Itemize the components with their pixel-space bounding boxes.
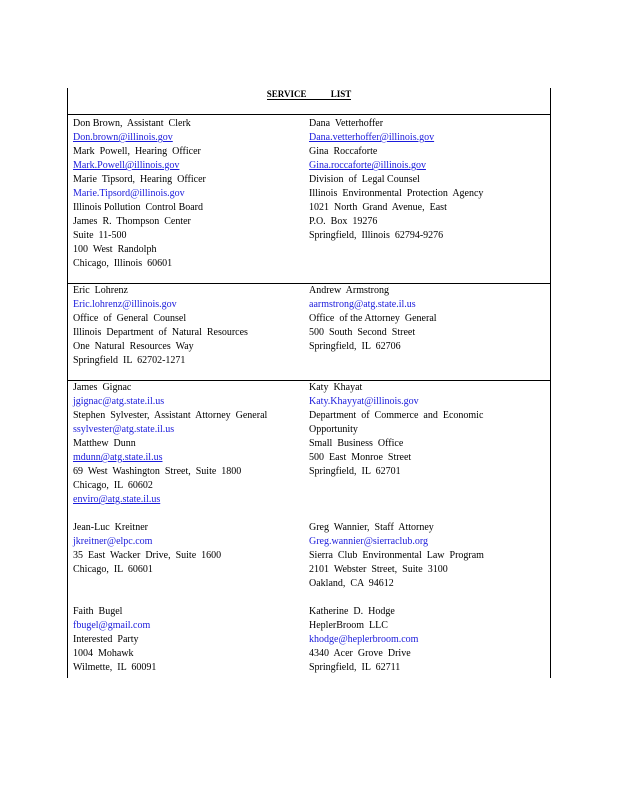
contact-line: Gina Roccaforte <box>309 146 378 157</box>
email-link[interactable]: mdunn@atg.state.il.us <box>73 452 163 463</box>
contact-line: Chicago, Illinois 60601 <box>73 258 173 269</box>
contact-line: Small Business Office <box>309 438 404 449</box>
email-link[interactable]: fbugel@gmail.com <box>73 620 151 631</box>
contact-line: Andrew Armstrong <box>309 285 389 296</box>
contact-line <box>73 577 267 591</box>
contact-line: Katherine D. Hodge <box>309 606 395 617</box>
contact-line: P.O. Box 19276 <box>309 216 378 227</box>
contact-line: 500 South Second Street <box>309 327 416 338</box>
contact-line <box>309 591 484 605</box>
contact-cell-row3-right <box>309 381 484 675</box>
service-list-title: SERVICE LIST <box>266 89 352 99</box>
contact-line: Mark Powell, Hearing Officer <box>73 146 201 157</box>
email-link[interactable]: ssylvester@atg.state.il.us <box>73 424 175 435</box>
contact-line <box>73 507 267 521</box>
contact-line: 4340 Acer Grove Drive <box>309 648 411 659</box>
contact-line: 1021 North Grand Avenue, East <box>309 202 447 213</box>
contact-line: Office of the Attorney General <box>309 313 437 324</box>
row-divider-top <box>67 114 551 115</box>
contact-line: Faith Bugel <box>73 606 123 617</box>
email-link[interactable]: Marie.Tipsord@illinois.gov <box>73 188 185 199</box>
contact-line: 35 East Wacker Drive, Suite 1600 <box>73 550 222 561</box>
contact-line <box>73 591 267 605</box>
contact-line: Springfield IL 62702-1271 <box>73 355 186 366</box>
contact-line: Dana Vetterhoffer <box>309 118 384 129</box>
contact-line: Oakland, CA 94612 <box>309 578 394 589</box>
contact-line: Office of General Counsel <box>73 313 187 324</box>
contact-line: Chicago, IL 60602 <box>73 480 153 491</box>
email-link[interactable]: Greg.wannier@sierraclub.org <box>309 536 428 547</box>
contact-line: Katy Khayat <box>309 382 363 393</box>
contact-line: Marie Tipsord, Hearing Officer <box>73 174 206 185</box>
email-link[interactable]: Katy.Khayyat@illinois.gov <box>309 396 419 407</box>
contact-line: Greg Wannier, Staff Attorney <box>309 522 434 533</box>
email-link[interactable]: jkreitner@elpc.com <box>73 536 153 547</box>
contact-cell-row2-right <box>309 284 437 354</box>
email-link[interactable]: aarmstrong@atg.state.il.us <box>309 299 416 310</box>
contact-line: 100 West Randolph <box>73 244 157 255</box>
email-link[interactable]: Dana.vetterhoffer@illinois.gov <box>309 132 435 143</box>
email-link[interactable]: jgignac@atg.state.il.us <box>73 396 165 407</box>
contact-line <box>309 493 484 507</box>
table-left-border <box>67 88 68 678</box>
contact-line: Illinois Department of Natural Resources <box>73 327 248 338</box>
contact-line: Division of Legal Counsel <box>309 174 420 185</box>
email-link[interactable]: enviro@atg.state.il.us <box>73 494 161 505</box>
email-link[interactable]: Mark.Powell@illinois.gov <box>73 160 180 171</box>
contact-line: Illinois Pollution Control Board <box>73 202 204 213</box>
contact-line: Wilmette, IL 60091 <box>73 662 157 673</box>
contact-line: 69 West Washington Street, Suite 1800 <box>73 466 242 477</box>
contact-cell-row2-left <box>73 284 248 368</box>
contact-line: Eric Lohrenz <box>73 285 128 296</box>
contact-line: 500 East Monroe Street <box>309 452 412 463</box>
table-right-border <box>550 88 551 678</box>
contact-line: Suite 11-500 <box>73 230 127 241</box>
contact-line: Stephen Sylvester, Assistant Attorney General <box>73 410 268 421</box>
contact-line: Sierra Club Environmental Law Program <box>309 550 484 561</box>
contact-line: One Natural Resources Way <box>73 341 194 352</box>
contact-line: Jean-Luc Kreitner <box>73 522 148 533</box>
contact-line: Springfield, Illinois 62794-9276 <box>309 230 444 241</box>
contact-line: Don Brown, Assistant Clerk <box>73 118 191 129</box>
contact-line: 1004 Mohawk <box>73 648 134 659</box>
contact-line: Illinois Environmental Protection Agency <box>309 188 484 199</box>
contact-line: 2101 Webster Street, Suite 3100 <box>309 564 448 575</box>
contact-line: Springfield, IL 62706 <box>309 341 401 352</box>
contact-cell-row3-left <box>73 381 267 675</box>
contact-line <box>309 479 484 493</box>
contact-line: Department of Commerce and Economic <box>309 410 484 421</box>
contact-line <box>309 507 484 521</box>
contact-line: Interested Party <box>73 634 139 645</box>
contact-line: HeplerBroom LLC <box>309 620 388 631</box>
email-link[interactable]: Don.brown@illinois.gov <box>73 132 173 143</box>
contact-line: Opportunity <box>309 424 358 435</box>
contact-line: Matthew Dunn <box>73 438 136 449</box>
contact-cell-row1-left <box>73 117 206 271</box>
email-link[interactable]: khodge@heplerbroom.com <box>309 634 419 645</box>
contact-line: James Gignac <box>73 382 132 393</box>
contact-line: Chicago, IL 60601 <box>73 564 153 575</box>
contact-line: Springfield, IL 62711 <box>309 662 401 673</box>
email-link[interactable]: Gina.roccaforte@illinois.gov <box>309 160 426 171</box>
contact-line: Springfield, IL 62701 <box>309 466 401 477</box>
contact-cell-row1-right <box>309 117 483 243</box>
contact-line: James R. Thompson Center <box>73 216 191 227</box>
email-link[interactable]: Eric.lohrenz@illinois.gov <box>73 299 177 310</box>
